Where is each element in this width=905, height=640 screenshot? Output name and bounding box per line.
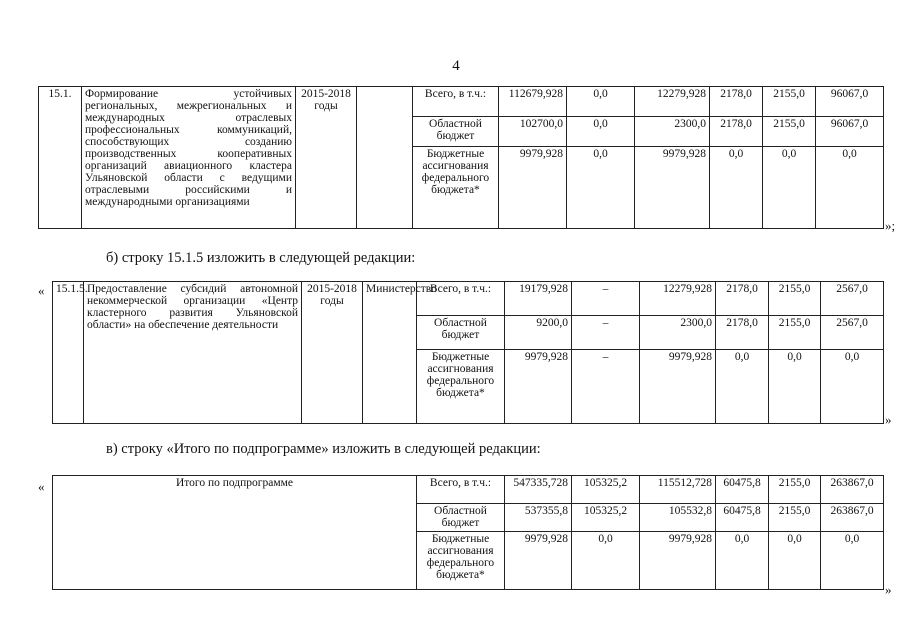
paragraph-b: б) строку 15.1.5 изложить в следующей редакции: — [106, 250, 416, 266]
value-cell: 102700,0 — [499, 117, 567, 147]
value-cell: 12279,928 — [635, 87, 710, 117]
value-cell: 0,0 — [821, 532, 884, 590]
value-cell: 9979,928 — [635, 147, 710, 229]
value-cell: 9979,928 — [505, 532, 572, 590]
value-cell: 96067,0 — [816, 87, 884, 117]
value-cell: 0,0 — [710, 147, 763, 229]
row-executor: Министерство — [363, 282, 417, 424]
value-cell: 2300,0 — [640, 316, 716, 350]
value-cell: 0,0 — [769, 532, 821, 590]
value-cell: 9979,928 — [505, 350, 572, 424]
value-cell: 9979,928 — [499, 147, 567, 229]
row-number: 15.1. — [39, 87, 82, 229]
value-cell: 2567,0 — [821, 282, 884, 316]
value-cell: 0,0 — [769, 350, 821, 424]
value-cell: 0,0 — [567, 117, 635, 147]
value-cell: 2155,0 — [769, 476, 821, 504]
value-cell: 0,0 — [572, 532, 640, 590]
row-description: Формирование устойчивых региональных, межрегиональных и международных отраслевых профессиональных коммуникаций, способствующих созданию производственных кооперативных организаций авиационного кластера Ульяновской области с ведущими отраслевыми российскими и международными организациями — [82, 87, 296, 229]
funding-source: Областной бюджет — [417, 504, 505, 532]
row-period: 2015-2018 годы — [302, 282, 363, 424]
value-cell: 263867,0 — [821, 476, 884, 504]
row-description: Предоставление субсидий автономной некоммерческой организации «Центр кластерного развития Ульяновской области» на обеспечение деятельности — [84, 282, 302, 424]
funding-source: Всего, в т.ч.: — [413, 87, 499, 117]
close-quote: » — [885, 582, 892, 597]
value-cell: 105325,2 — [572, 476, 640, 504]
value-cell: – — [572, 282, 640, 316]
value-cell: 2178,0 — [716, 282, 769, 316]
value-cell: 2155,0 — [763, 117, 816, 147]
value-cell: 19179,928 — [505, 282, 572, 316]
value-cell: 112679,928 — [499, 87, 567, 117]
row-period: 2015-2018 годы — [296, 87, 357, 229]
value-cell: 9979,928 — [640, 532, 716, 590]
value-cell: 0,0 — [816, 147, 884, 229]
funding-source: Всего, в т.ч.: — [417, 476, 505, 504]
funding-source: Бюджетные ассигнования федерального бюджета* — [417, 532, 505, 590]
value-cell: 0,0 — [763, 147, 816, 229]
open-quote: « — [38, 479, 45, 494]
value-cell: 105532,8 — [640, 504, 716, 532]
funding-source: Областной бюджет — [413, 117, 499, 147]
total-label: Итого по подпрограмме — [53, 476, 417, 590]
value-cell: 2155,0 — [769, 504, 821, 532]
value-cell: 2567,0 — [821, 316, 884, 350]
close-quote: »; — [885, 218, 896, 233]
value-cell: 2300,0 — [635, 117, 710, 147]
table-row-15-1-5 — [52, 281, 884, 424]
value-cell: 537355,8 — [505, 504, 572, 532]
value-cell: 96067,0 — [816, 117, 884, 147]
paragraph-c: в) строку «Итого по подпрограмме» изложить в следующей редакции: — [106, 441, 541, 457]
funding-source: Областной бюджет — [417, 316, 505, 350]
table-row-total — [52, 475, 884, 590]
value-cell: 2178,0 — [710, 87, 763, 117]
value-cell: 0,0 — [821, 350, 884, 424]
value-cell: 263867,0 — [821, 504, 884, 532]
value-cell: 2178,0 — [716, 316, 769, 350]
value-cell: 9979,928 — [640, 350, 716, 424]
value-cell: 2155,0 — [769, 282, 821, 316]
value-cell: 115512,728 — [640, 476, 716, 504]
value-cell: 0,0 — [567, 147, 635, 229]
value-cell: 547335,728 — [505, 476, 572, 504]
funding-source: Всего, в т.ч.: — [417, 282, 505, 316]
value-cell: 12279,928 — [640, 282, 716, 316]
page-number: 4 — [452, 58, 460, 74]
value-cell: – — [572, 350, 640, 424]
value-cell: 105325,2 — [572, 504, 640, 532]
open-quote: « — [38, 283, 45, 298]
value-cell: 60475,8 — [716, 476, 769, 504]
table-row-15-1 — [38, 86, 884, 229]
value-cell: 2155,0 — [763, 87, 816, 117]
funding-source: Бюджетные ассигнования федерального бюджета* — [417, 350, 505, 424]
value-cell: 9200,0 — [505, 316, 572, 350]
value-cell: 0,0 — [567, 87, 635, 117]
value-cell: – — [572, 316, 640, 350]
value-cell: 60475,8 — [716, 504, 769, 532]
row-executor — [357, 87, 413, 229]
row-number: 15.1.5. — [53, 282, 84, 424]
value-cell: 0,0 — [716, 350, 769, 424]
funding-source: Бюджетные ассигнования федерального бюджета* — [413, 147, 499, 229]
value-cell: 0,0 — [716, 532, 769, 590]
value-cell: 2178,0 — [710, 117, 763, 147]
close-quote: » — [885, 412, 892, 427]
value-cell: 2155,0 — [769, 316, 821, 350]
